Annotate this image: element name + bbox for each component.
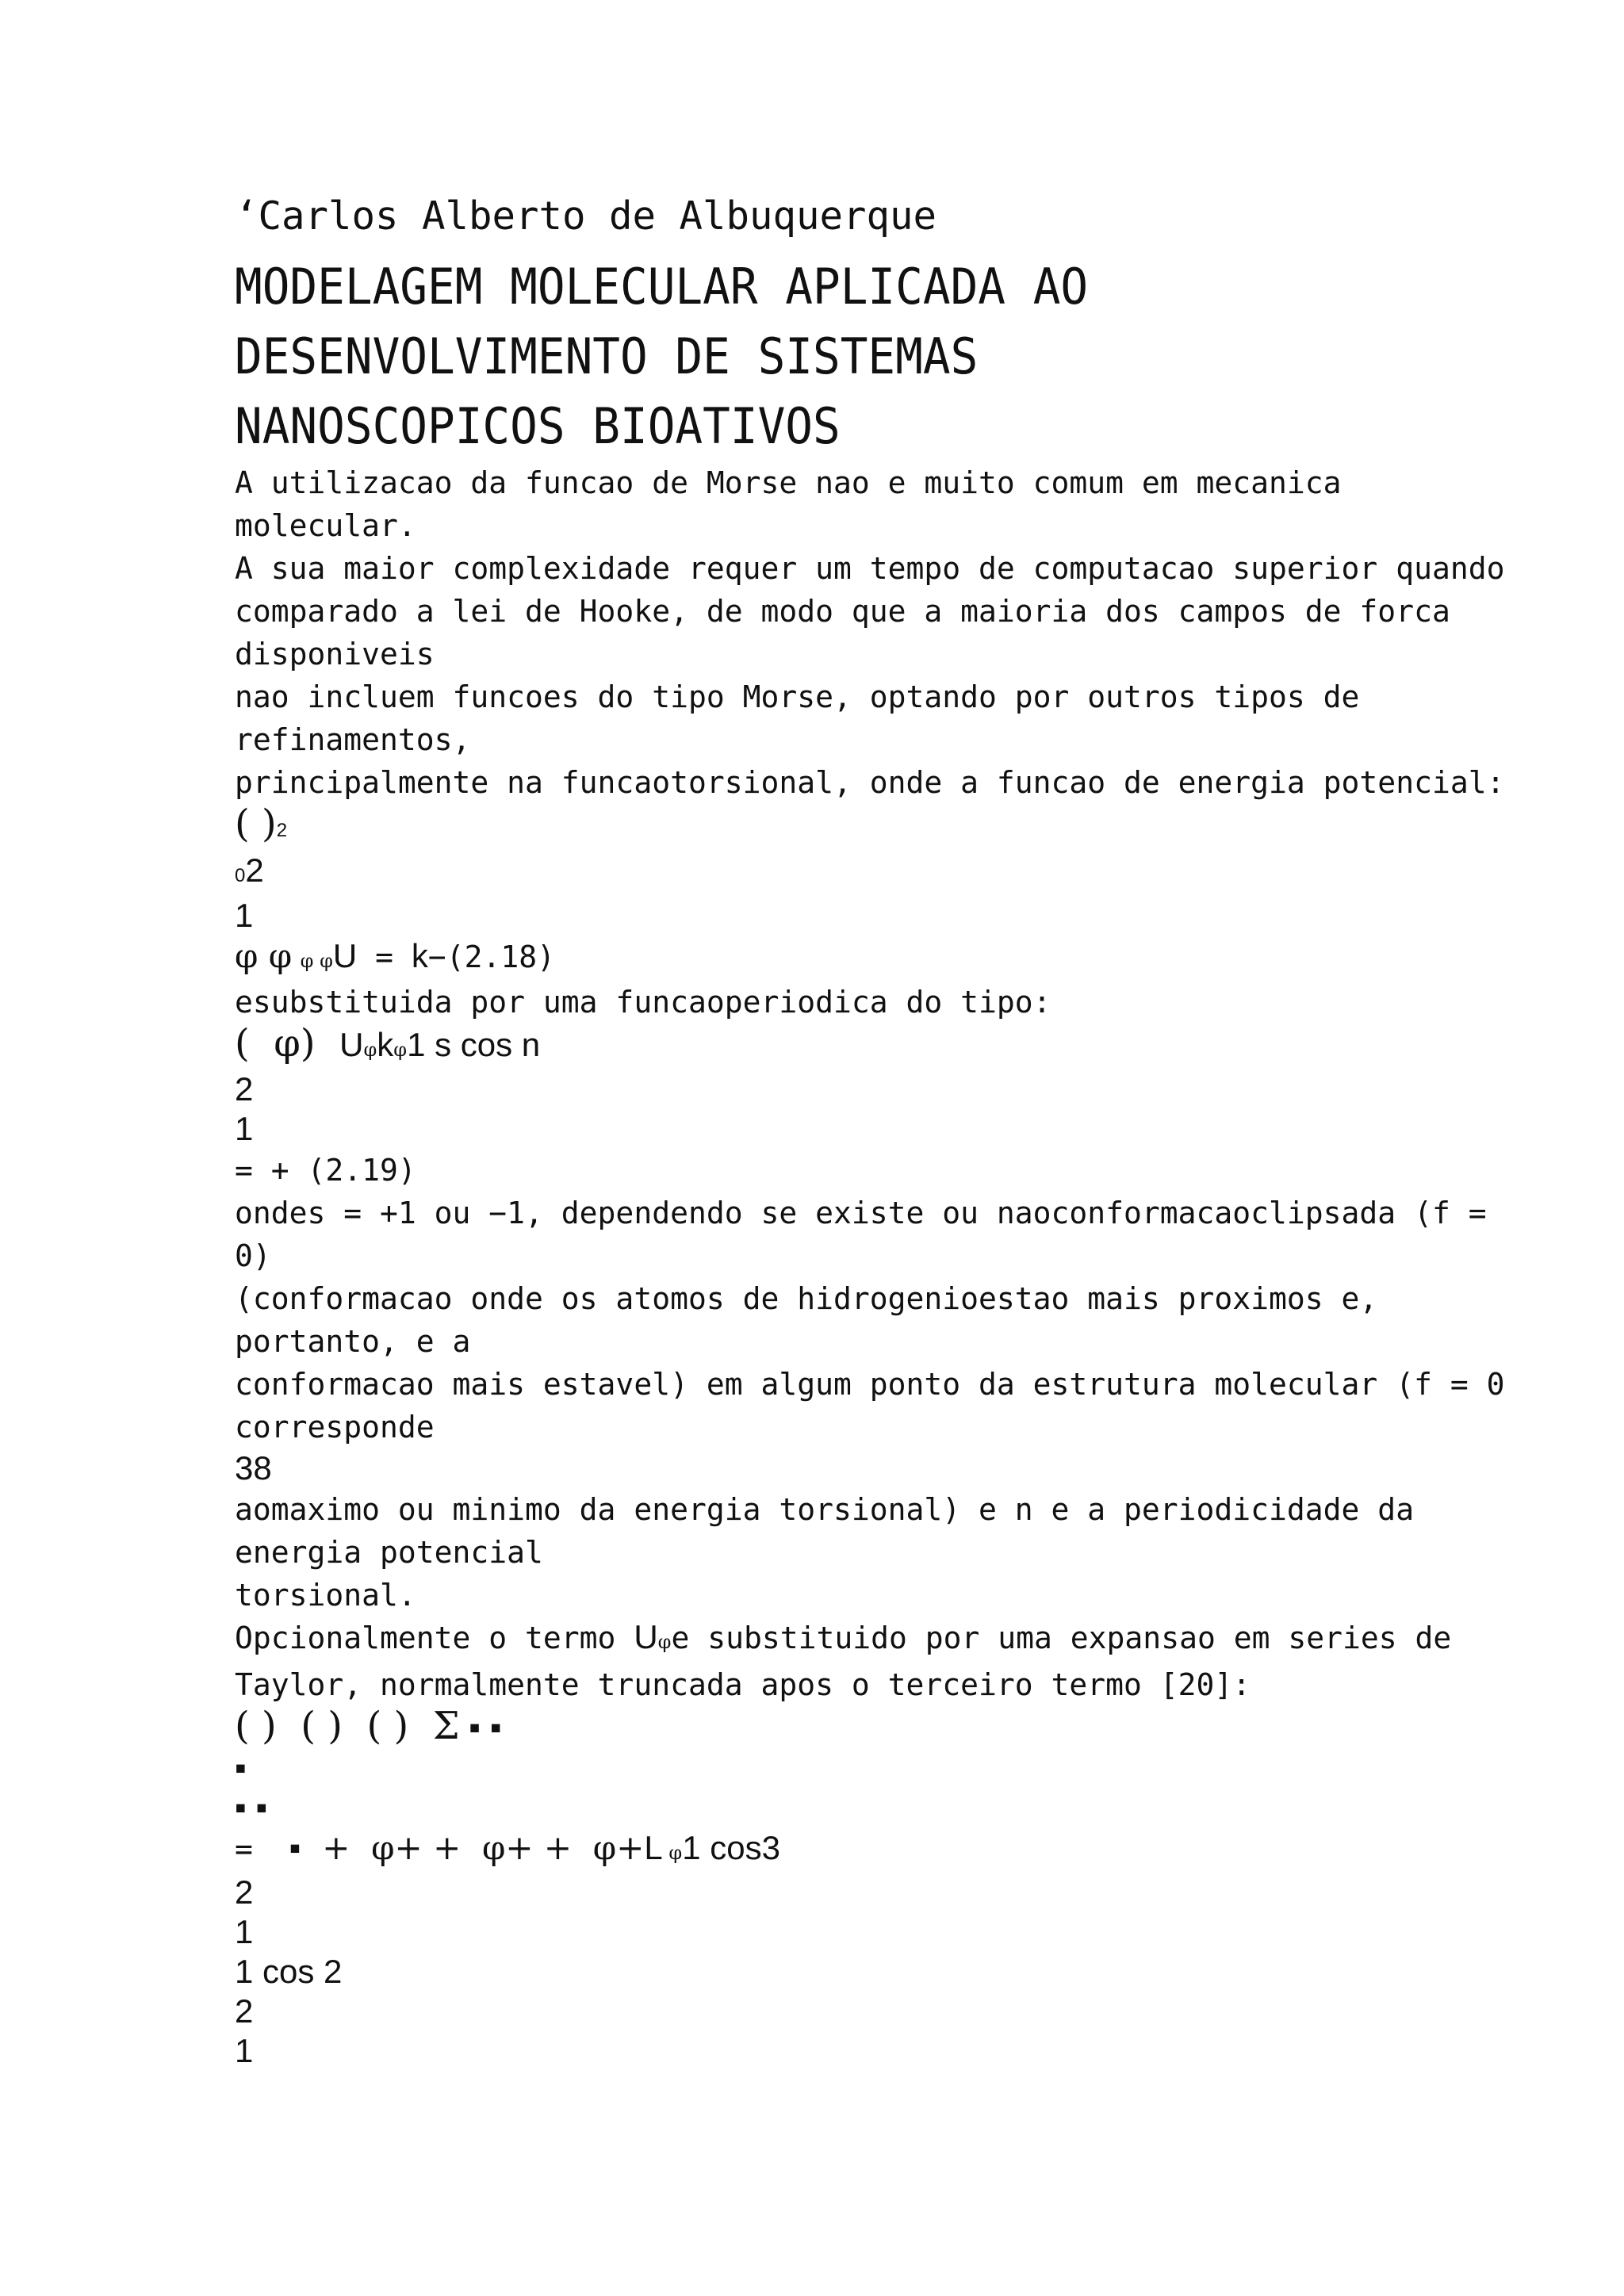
equation-line: 1 cos 2 bbox=[235, 1953, 343, 1990]
equation-line: 2 bbox=[235, 1873, 254, 1911]
text-line: Taylor, normalmente truncada apos o terceiro termo [20]: bbox=[235, 1667, 1251, 1702]
equation-line: = + (2.19) bbox=[235, 1153, 416, 1188]
equation-2-19 bbox=[235, 1021, 1424, 1192]
equation-line: 1 bbox=[235, 2032, 254, 2069]
equation-line: 1 bbox=[235, 897, 254, 934]
text-fragment: e substituido por uma expansao em series de bbox=[671, 1621, 1452, 1655]
text-line: A sua maior complexidade requer um tempo de computacao superior quando bbox=[235, 551, 1505, 586]
text-line: principalmente na funcaotorsional, onde a funcao de energia potencial: bbox=[235, 765, 1505, 800]
equation-fragment: U bbox=[332, 937, 358, 974]
text-line: corresponde bbox=[235, 1410, 435, 1445]
equation-fragment: φ φ bbox=[235, 936, 293, 975]
text-line: energia potencial bbox=[235, 1535, 543, 1570]
paragraph-torsional bbox=[235, 1488, 1424, 1617]
page-number: 38 bbox=[235, 1449, 272, 1487]
equation-fragment: k bbox=[411, 937, 428, 974]
text-line: refinamentos, bbox=[235, 722, 471, 757]
equation-fragment: φ bbox=[662, 1842, 683, 1864]
text-line: 0) bbox=[235, 1238, 271, 1273]
text-line: nao incluem funcoes do tipo Morse, optando por outros tipos de bbox=[235, 679, 1360, 714]
text-line: portanto, e a bbox=[235, 1324, 471, 1359]
equation-fragment: + φ+ + φ+ + φ+ bbox=[301, 1828, 645, 1867]
equation-fragment: φ bbox=[363, 1039, 377, 1061]
title-line-2: DESENVOLVIMENTO DE SISTEMAS bbox=[235, 327, 979, 385]
text-line: conformacao mais estavel) em algum ponto da estrutura molecular (f = 0 bbox=[235, 1367, 1505, 1402]
equation-fragment: ( φ) bbox=[235, 1021, 340, 1066]
text-line: torsional. bbox=[235, 1578, 416, 1613]
equation-2-18 bbox=[235, 804, 1424, 981]
equation-fragment: = bbox=[235, 1831, 289, 1866]
equation-fragment: φ bbox=[393, 1039, 408, 1061]
equation-fragment: ▪ ▪ bbox=[459, 1709, 502, 1746]
equation-line bbox=[235, 851, 1424, 896]
equation-fragment: L bbox=[644, 1829, 663, 1866]
text-line: comparado a lei de Hooke, de modo que a maioria dos campos de forca bbox=[235, 594, 1450, 629]
text-fragment: Opcionalmente o termo bbox=[235, 1621, 634, 1655]
document-title bbox=[235, 252, 1424, 461]
equation-fragment: k bbox=[377, 1026, 394, 1063]
equation-line bbox=[235, 804, 1424, 851]
paragraph-taylor bbox=[235, 1617, 1452, 1706]
equation-line bbox=[235, 1706, 1424, 1748]
equation-fragment: = bbox=[357, 939, 412, 974]
equation-line bbox=[235, 1827, 1424, 1873]
title-line-1: MODELAGEM MOLECULAR APLICADA AO bbox=[235, 258, 1089, 316]
equation-fragment: 0 bbox=[235, 865, 246, 886]
equation-line bbox=[235, 1021, 1424, 1070]
equation-line bbox=[235, 936, 1424, 981]
text-fragment: φ bbox=[657, 1631, 672, 1653]
document-page bbox=[235, 192, 1505, 2071]
text-line bbox=[235, 1617, 1452, 1663]
equation-line: ▪ bbox=[235, 1749, 247, 1786]
paragraph-morse bbox=[235, 461, 1505, 804]
text-line: ondes = +1 ou −1, dependendo se existe ou naoconformacaoclipsada (f = bbox=[235, 1196, 1487, 1230]
equation-fragment: 1 cos3 bbox=[682, 1829, 780, 1866]
equation-fragment: φ φ bbox=[300, 950, 333, 972]
equation-fragment: 2 bbox=[245, 851, 264, 889]
equation-taylor bbox=[235, 1706, 1424, 2071]
text-line: aomaximo ou minimo da energia torsional) e n e a periodicidade da bbox=[235, 1492, 1415, 1527]
text-fragment: U bbox=[634, 1618, 658, 1655]
title-line-3: NANOSCOPICOS BIOATIVOS bbox=[235, 397, 841, 455]
equation-fragment: 1 s cos n bbox=[407, 1026, 541, 1063]
text-line: molecular. bbox=[235, 508, 416, 543]
equation-fragment: U bbox=[339, 1026, 364, 1063]
equation-line: ▪ ▪ bbox=[235, 1789, 268, 1826]
paragraph-conformation bbox=[235, 1192, 1505, 1448]
author-line: ‘Carlos Alberto de Albuquerque bbox=[235, 193, 937, 239]
equation-fragment: ▪ bbox=[289, 1829, 301, 1866]
equation-line: 2 bbox=[235, 1070, 254, 1108]
sigma-symbol: Σ bbox=[432, 1704, 460, 1748]
equation-fragment: −(2.18) bbox=[427, 939, 556, 974]
equation-line: 1 bbox=[235, 1913, 254, 1950]
text-line: esubstituida por uma funcaoperiodica do tipo: bbox=[235, 985, 1051, 1020]
text-line: A utilizacao da funcao de Morse nao e muito comum em mecanica bbox=[235, 465, 1342, 500]
equation-fragment: ( ) bbox=[235, 802, 277, 846]
equation-fragment: 2 bbox=[276, 820, 288, 841]
equation-fragment: ( ) ( ) ( ) bbox=[235, 1704, 433, 1748]
text-line: (conformacao onde os atomos de hidrogenioestao mais proximos e, bbox=[235, 1281, 1378, 1316]
equation-line: 2 bbox=[235, 1992, 254, 2030]
text-line: disponiveis bbox=[235, 637, 435, 672]
equation-line: 1 bbox=[235, 1110, 254, 1147]
